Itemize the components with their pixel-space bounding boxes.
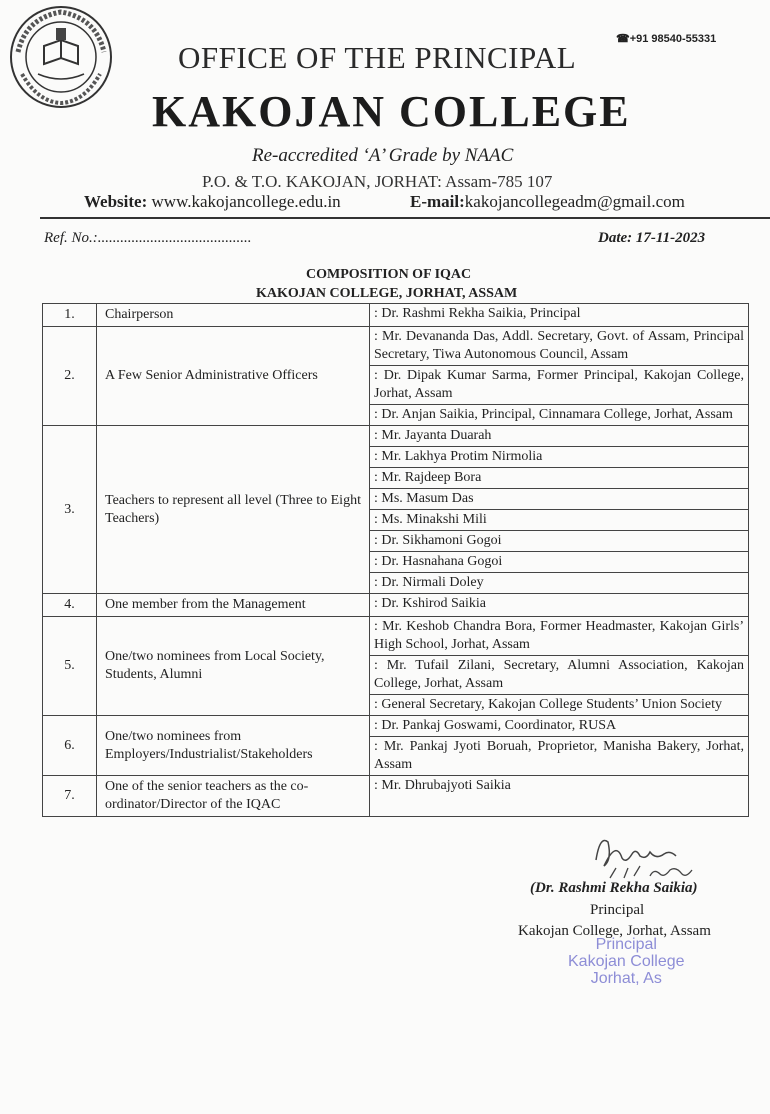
member-entry: : Mr. Tufail Zilani, Secretary, Alumni Association, Kakojan College, Jorhat, Assam bbox=[370, 656, 748, 695]
website-link[interactable]: www.kakojancollege.edu.in bbox=[151, 192, 341, 211]
member-entry: : General Secretary, Kakojan College Students’ Union Society bbox=[374, 697, 722, 712]
college-seal-logo bbox=[8, 4, 114, 110]
letter-date: Date: 17-11-2023 bbox=[598, 230, 706, 246]
handwritten-signature bbox=[590, 830, 700, 885]
member-category: A Few Senior Administrative Officers bbox=[97, 327, 370, 426]
composition-title: COMPOSITION OF IQAC bbox=[306, 267, 472, 282]
member-category: One of the senior teachers as the co-ordinator/Director of the IQAC bbox=[97, 776, 370, 817]
official-stamp bbox=[568, 936, 685, 987]
member-entry: : Mr. Jayanta Duarah bbox=[370, 426, 748, 447]
member-category: One member from the Management bbox=[97, 594, 370, 617]
member-entry: : Dr. Kshirod Saikia bbox=[374, 596, 486, 611]
member-category: One/two nominees from Local Society, Students, Alumni bbox=[97, 617, 370, 716]
serial-number: 4. bbox=[43, 594, 97, 617]
table-row bbox=[43, 327, 749, 426]
serial-number: 5. bbox=[43, 617, 97, 716]
members-cell bbox=[370, 426, 749, 594]
email-link[interactable]: kakojancollegeadm@gmail.com bbox=[464, 192, 685, 211]
reference-number: Ref. No.:......................................... bbox=[44, 230, 252, 246]
email-label: E-mail: bbox=[410, 192, 465, 211]
members-cell bbox=[370, 327, 749, 426]
composition-subtitle: KAKOJAN COLLEGE, JORHAT, ASSAM bbox=[256, 286, 518, 301]
website-label: Website: bbox=[84, 192, 148, 211]
members-cell bbox=[370, 617, 749, 716]
member-entry: : Mr. Pankaj Jyoti Boruah, Proprietor, Manisha Bakery, Jorhat, Assam bbox=[374, 739, 744, 772]
members-cell bbox=[370, 594, 749, 617]
member-entry: : Dr. Pankaj Goswami, Coordinator, RUSA bbox=[370, 716, 748, 737]
accreditation: Re-accredited ‘A’ Grade by NAAC bbox=[252, 145, 514, 166]
serial-number: 3. bbox=[43, 426, 97, 594]
table-row bbox=[43, 594, 749, 617]
member-category: One/two nominees from Employers/Industrialist/Stakeholders bbox=[97, 716, 370, 776]
member-entry: : Mr. Keshob Chandra Bora, Former Headmaster, Kakojan Girls’ High School, Jorhat, Assam bbox=[370, 617, 748, 656]
table-row bbox=[43, 776, 749, 817]
iqac-composition-table bbox=[42, 303, 749, 817]
member-entry: : Ms. Masum Das bbox=[370, 489, 748, 510]
signatory-role: Principal bbox=[590, 902, 645, 918]
stamp-line-1: Principal bbox=[595, 936, 657, 953]
member-entry: : Mr. Rajdeep Bora bbox=[370, 468, 748, 489]
serial-number: 2. bbox=[43, 327, 97, 426]
header-divider bbox=[40, 217, 770, 219]
member-entry: : Mr. Devananda Das, Addl. Secretary, Govt. of Assam, Principal Secretary, Tiwa Autonomous Council, Assam bbox=[370, 327, 748, 366]
table-row bbox=[43, 426, 749, 594]
serial-number: 6. bbox=[43, 716, 97, 776]
signatory-name: (Dr. Rashmi Rekha Saikia) bbox=[530, 880, 698, 896]
member-entry: : Dr. Anjan Saikia, Principal, Cinnamara College, Jorhat, Assam bbox=[374, 407, 733, 422]
table-row bbox=[43, 617, 749, 716]
signatory-institution: Kakojan College, Jorhat, Assam bbox=[518, 923, 711, 939]
member-entry: : Ms. Minakshi Mili bbox=[370, 510, 748, 531]
table-row bbox=[43, 716, 749, 776]
member-entry: : Dr. Hasnahana Gogoi bbox=[370, 552, 748, 573]
college-name: KAKOJAN COLLEGE bbox=[152, 87, 631, 136]
stamp-line-2: Kakojan College bbox=[568, 953, 685, 970]
postal-address: P.O. & T.O. KAKOJAN, JORHAT: Assam-785 107 bbox=[202, 172, 553, 191]
member-category: Teachers to represent all level (Three to Eight Teachers) bbox=[97, 426, 370, 594]
member-entry: : Dr. Sikhamoni Gogoi bbox=[370, 531, 748, 552]
stamp-line-3: Jorhat, As bbox=[590, 970, 662, 987]
email-line bbox=[410, 192, 685, 212]
member-entry: : Mr. Lakhya Protim Nirmolia bbox=[370, 447, 748, 468]
members-cell bbox=[370, 776, 749, 817]
table-row bbox=[43, 304, 749, 327]
office-title: OFFICE OF THE PRINCIPAL bbox=[178, 40, 577, 75]
website-line bbox=[84, 192, 341, 212]
member-entry: : Dr. Nirmali Doley bbox=[374, 575, 484, 590]
member-entry: : Dr. Rashmi Rekha Saikia, Principal bbox=[374, 306, 581, 321]
serial-number: 1. bbox=[43, 304, 97, 327]
members-cell bbox=[370, 716, 749, 776]
phone-number: ☎+91 98540-55331 bbox=[616, 33, 717, 45]
serial-number: 7. bbox=[43, 776, 97, 817]
members-cell bbox=[370, 304, 749, 327]
member-entry: : Dr. Dipak Kumar Sarma, Former Principal, Kakojan College, Jorhat, Assam bbox=[370, 366, 748, 405]
member-entry: : Mr. Dhrubajyoti Saikia bbox=[374, 778, 511, 793]
member-category: Chairperson bbox=[97, 304, 370, 327]
